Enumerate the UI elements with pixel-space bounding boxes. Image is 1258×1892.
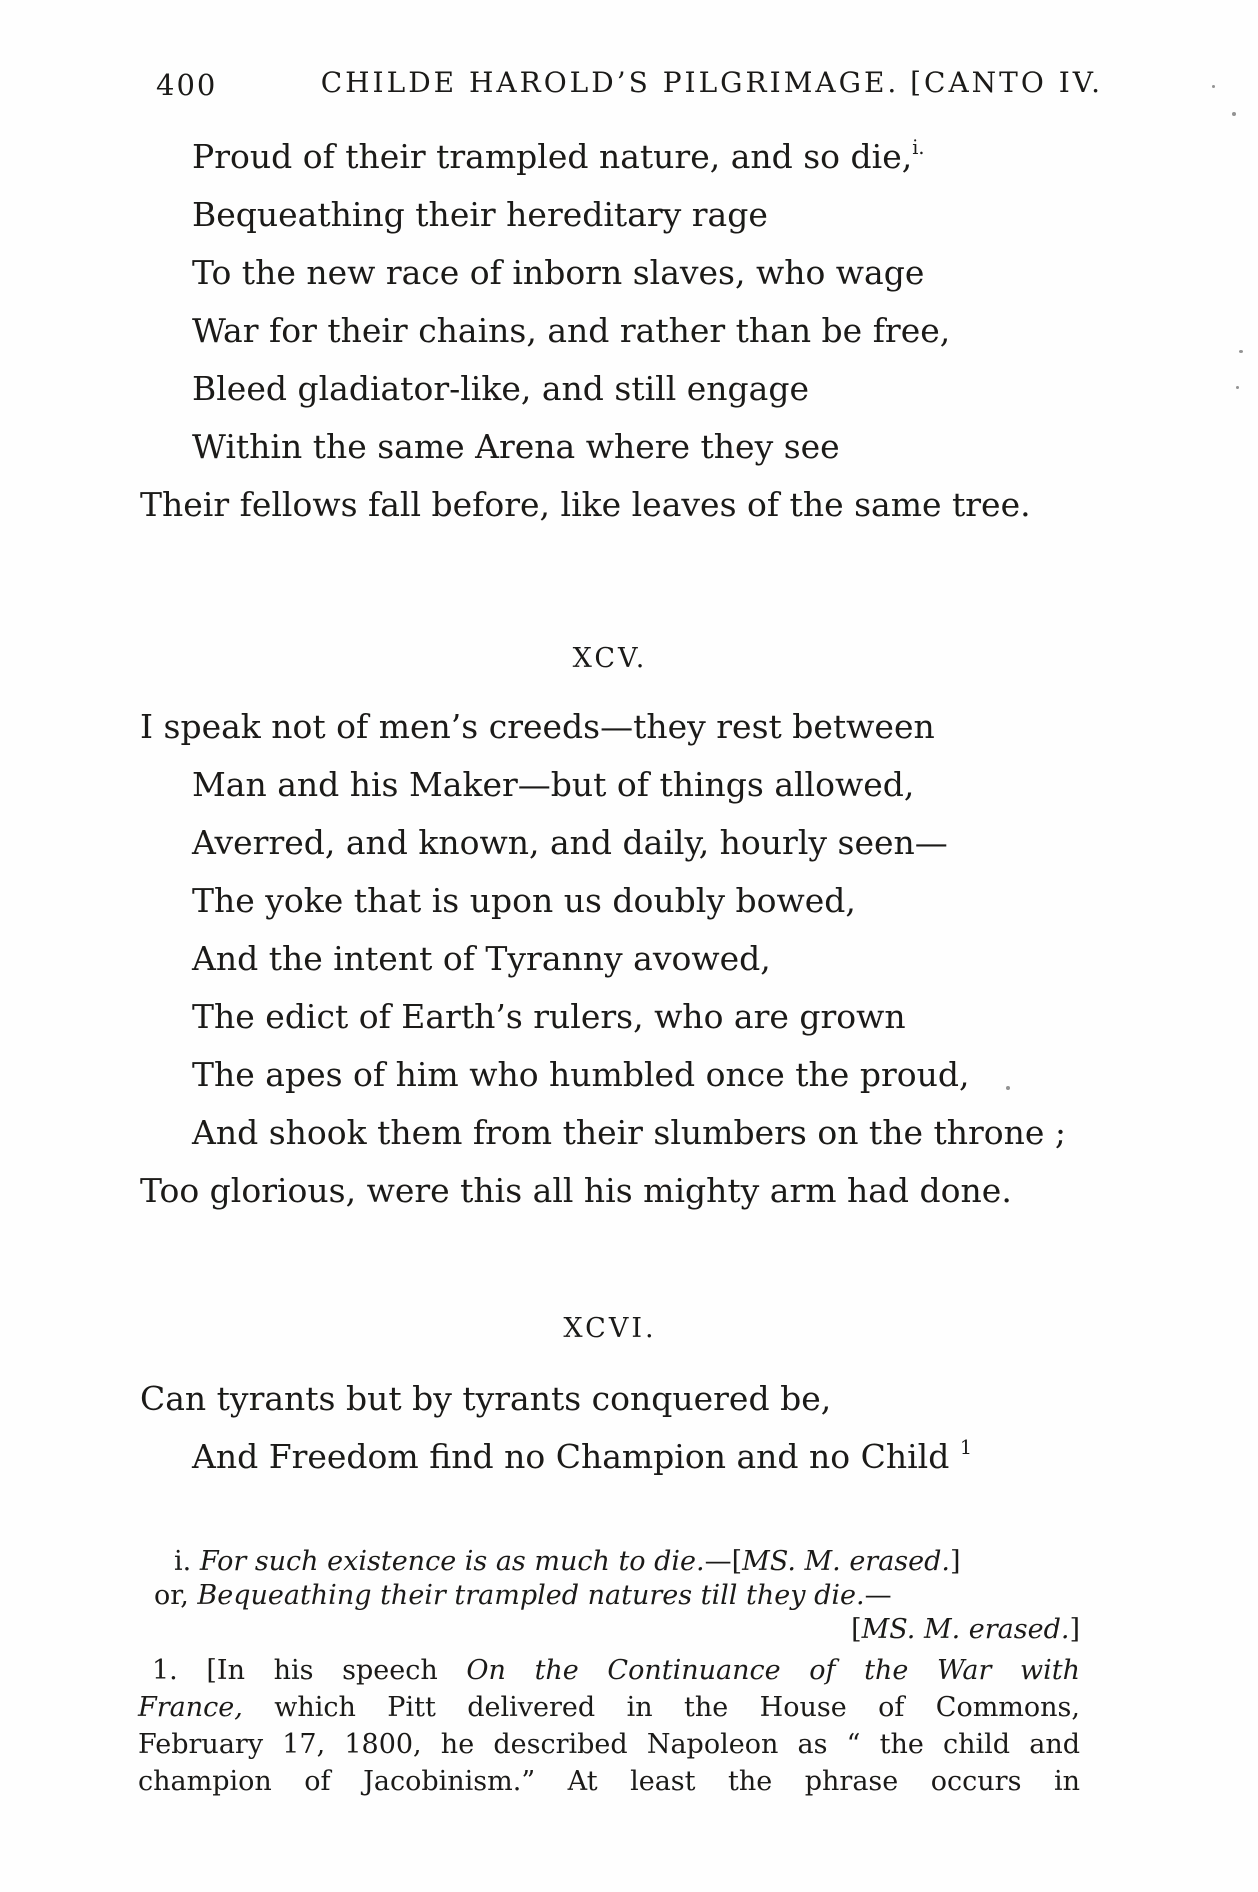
footnote-line: i. For such existence is as much to die.—[MS. M. erased.]: [174, 1546, 961, 1577]
stanza-xcvi: [140, 1370, 1100, 1486]
scan-speck: [1232, 112, 1236, 116]
footnote-1: [138, 1652, 1080, 1800]
verse-line: Bleed gladiator-like, and still engage: [192, 369, 809, 408]
footnote-line: [MS. M. erased.]: [851, 1614, 1080, 1645]
stanza-heading-xcv: XCV.: [572, 643, 648, 674]
footnote-line: France, which Pitt delivered in the House of Commons,: [138, 1692, 1080, 1723]
verse-line: The apes of him who humbled once the proud,: [192, 1055, 970, 1094]
running-title: CHILDE HAROLD’S PILGRIMAGE.: [320, 66, 900, 99]
canto-label: [CANTO IV.: [910, 66, 1103, 99]
verse-line: And shook them from their slumbers on the throne ;: [192, 1113, 1067, 1152]
scan-speck: [1236, 386, 1239, 389]
stanza-heading-xcvi: XCVI.: [563, 1313, 657, 1344]
footnote-i: [138, 1545, 1080, 1647]
verse-line: Can tyrants but by tyrants conquered be,: [140, 1379, 832, 1418]
page-number: 400: [156, 68, 218, 102]
verse-line: The edict of Earth’s rulers, who are grown: [192, 997, 906, 1036]
verse-line: To the new race of inborn slaves, who wage: [192, 253, 925, 292]
running-header: [0, 62, 1258, 106]
verse-line: And Freedom find no Champion and no Child $^1$: [192, 1436, 973, 1476]
verse-line: I speak not of men’s creeds—they rest between: [140, 707, 935, 746]
footnote-line: 1. [In his speech On the Continuance of the War with: [152, 1655, 1080, 1686]
scan-speck: [1006, 1086, 1010, 1090]
verse-line: Their fellows fall before, like leaves of the same tree.: [140, 485, 1031, 524]
stanza-xcv: [140, 698, 1100, 1220]
verse-line: War for their chains, and rather than be free,: [192, 311, 951, 350]
verse-line: Man and his Maker—but of things allowed,: [192, 765, 915, 804]
verse-line: And the intent of Tyranny avowed,: [192, 939, 771, 978]
footnote-line: or, Bequeathing their trampled natures till they die.—: [154, 1580, 892, 1611]
verse-line: Averred, and known, and daily, hourly seen—: [192, 823, 948, 862]
verse-line: Bequeathing their hereditary rage: [192, 195, 768, 234]
scan-speck: [1212, 85, 1215, 88]
footnote-line: champion of Jacobinism.” At least the phrase occurs in: [138, 1766, 1080, 1797]
verse-line: The yoke that is upon us doubly bowed,: [192, 881, 856, 920]
verse-line: Too glorious, were this all his mighty arm had done.: [140, 1171, 1012, 1210]
scan-speck: [1239, 350, 1243, 353]
verse-line: Proud of their trampled nature, and so die,$^{i.}$: [192, 136, 925, 176]
footnote-line: February 17, 1800, he described Napoleon as “ the child and: [138, 1729, 1080, 1760]
stanza-xciv: [140, 128, 1100, 534]
verse-line: Within the same Arena where they see: [192, 427, 840, 466]
